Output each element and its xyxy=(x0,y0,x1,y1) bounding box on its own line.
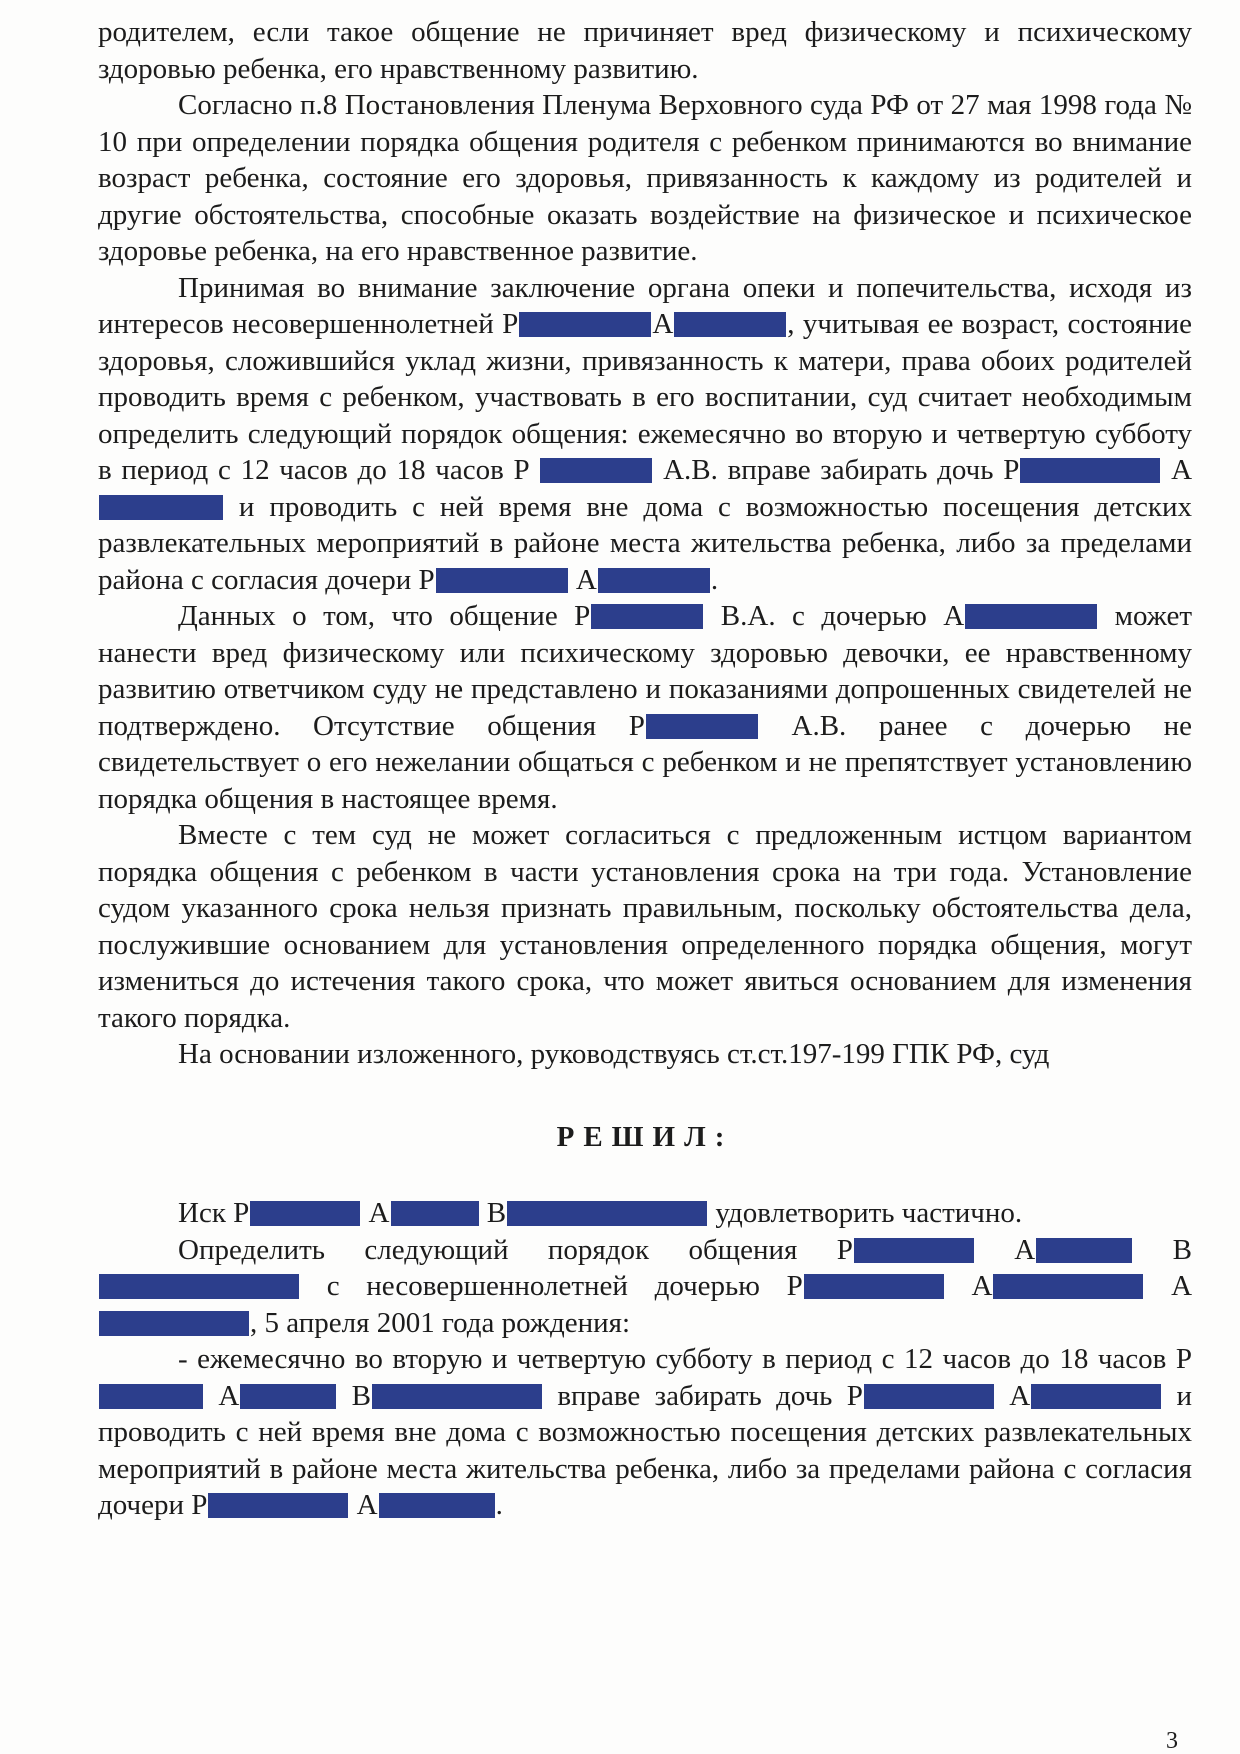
redaction-block xyxy=(993,1274,1143,1299)
redaction-block xyxy=(240,1384,336,1409)
document-body xyxy=(98,14,1192,1524)
redaction-block xyxy=(372,1384,542,1409)
paragraph-evidence xyxy=(98,598,1192,817)
text: удовлетворить частично. xyxy=(715,1197,1023,1229)
text: . xyxy=(495,1489,503,1521)
text: вправе забирать дочь Р xyxy=(557,1379,863,1412)
redaction-block xyxy=(674,312,786,337)
text: А xyxy=(971,1270,993,1302)
paragraph-intro xyxy=(98,14,1192,87)
text: А xyxy=(1009,1379,1031,1412)
redaction-block xyxy=(1036,1238,1132,1263)
text: На основании изложенного, руководствуясь ст.ст.197-199 ГПК РФ, суд xyxy=(178,1038,1050,1070)
text: В.А. с дочерью А xyxy=(720,600,965,632)
redaction-block xyxy=(507,1201,707,1226)
text: Данных о том, что общение Р xyxy=(178,600,591,632)
redaction-block xyxy=(99,495,223,520)
paragraph-plenum xyxy=(98,87,1192,270)
redaction-block xyxy=(1031,1384,1161,1409)
redaction-block xyxy=(99,1274,299,1299)
text: - ежемесячно во вторую и четвертую субботу в период с 12 часов до 18 часов Р xyxy=(178,1343,1192,1375)
redaction-block xyxy=(1020,458,1160,483)
text: , 5 апреля 2001 года рождения: xyxy=(250,1306,631,1339)
text: В xyxy=(1172,1233,1192,1266)
text: . xyxy=(710,563,719,596)
text: А xyxy=(1014,1233,1036,1266)
decision-heading: РЕШИЛ: xyxy=(556,1120,734,1153)
paragraph-schedule xyxy=(98,1341,1192,1524)
text: Вместе с тем суд не может согласиться с предложенным истцом вариантом порядка общения с ребенком в части установления срока на три года. Установление судом указанного срока нельзя признать правильным, поскольку обстоятельства дела, послужившие основанием для установления определенного порядка общения, могут измениться до истечения такого срока, что может явиться основанием для изменения такого порядка. xyxy=(98,819,1192,1034)
redaction-block xyxy=(99,1311,249,1336)
redaction-block xyxy=(379,1493,495,1518)
redaction-block xyxy=(208,1493,348,1518)
text: В xyxy=(351,1379,371,1412)
text: и проводить с ней время вне дома с возможностью посещения детских развлекательных мероприятий в районе места жительства ребенка, либо за пределами района с согласия дочери Р xyxy=(98,490,1192,596)
redaction-block xyxy=(391,1201,479,1226)
text: В xyxy=(486,1197,507,1229)
text: и проводить с ней время вне дома с возможностью посещения детских развлекательных мероприятий в районе места жительства ребенка, либо за пределами района с согласия дочери Р xyxy=(98,1379,1193,1521)
redaction-block xyxy=(250,1201,360,1226)
redaction-block xyxy=(864,1384,994,1409)
text: Принимая во внимание заключение органа опеки и попечительства, исходя из интересов несовершеннолетней Р xyxy=(98,271,1192,340)
text: А xyxy=(218,1379,240,1412)
text: Определить следующий порядок общения Р xyxy=(178,1233,853,1266)
paragraph-basis xyxy=(98,1036,1192,1073)
redaction-block xyxy=(854,1238,974,1263)
text: А xyxy=(652,308,674,340)
text: с несовершеннолетней дочерью Р xyxy=(326,1270,803,1302)
text: может нанести вред физическому или психическому здоровью девочки, ее нравственному развитию ответчиком суду не представлено и показаниями допрошенных свидетелей не подтверждено. Отсутствие общения Р xyxy=(98,600,1193,742)
redaction-block xyxy=(99,1384,203,1409)
paragraph-claim xyxy=(98,1195,1192,1232)
redaction-block xyxy=(598,568,710,593)
text: А xyxy=(1171,454,1193,486)
text: А.В. вправе забирать дочь Р xyxy=(663,454,1020,486)
text: А.В. ранее с дочерью не свидетельствует о его нежелании общаться с ребенком и не препятствует установлению порядка общения в настоящее время. xyxy=(98,709,1192,815)
paragraph-term xyxy=(98,817,1192,1036)
text: А xyxy=(575,563,597,596)
redaction-block xyxy=(591,604,703,629)
redaction-block xyxy=(540,458,652,483)
text: , учитывая ее возраст, состояние здоровья, сложившийся уклад жизни, привязанность к матери, права обоих родителей проводить время с ребенком, участвовать в его воспитании, суд считает необходимым определить следующий порядок общения: ежемесячно во вторую и четвертую субботу в период с 12 часов до 18 часов Р xyxy=(98,308,1192,486)
redaction-block xyxy=(804,1274,944,1299)
text: Согласно п.8 Постановления Пленума Верховного суда РФ от 27 мая 1998 года № 10 при определении порядка общения родителя с ребенком принимаются во внимание возраст ребенка, состояние его здоровья, привязанность к каждому из родителей и другие обстоятельства, способные оказать воздействие на физическое и психическое здоровье ребенка, на его нравственное развитие. xyxy=(98,89,1192,267)
text: Иск Р xyxy=(178,1197,250,1229)
paragraph-define-order xyxy=(98,1232,1192,1342)
text: А xyxy=(1171,1270,1193,1302)
redaction-block xyxy=(646,714,758,739)
text: родителем, если такое общение не причиняет вред физическому и психическому здоровью ребенка, его нравственному развитию. xyxy=(98,16,1192,85)
redaction-block xyxy=(965,604,1097,629)
redaction-block xyxy=(519,312,651,337)
text: А xyxy=(356,1489,378,1521)
page-number: 3 xyxy=(1166,1728,1178,1754)
text: А xyxy=(368,1197,390,1229)
redaction-block xyxy=(436,568,568,593)
paragraph-considering xyxy=(98,270,1192,599)
